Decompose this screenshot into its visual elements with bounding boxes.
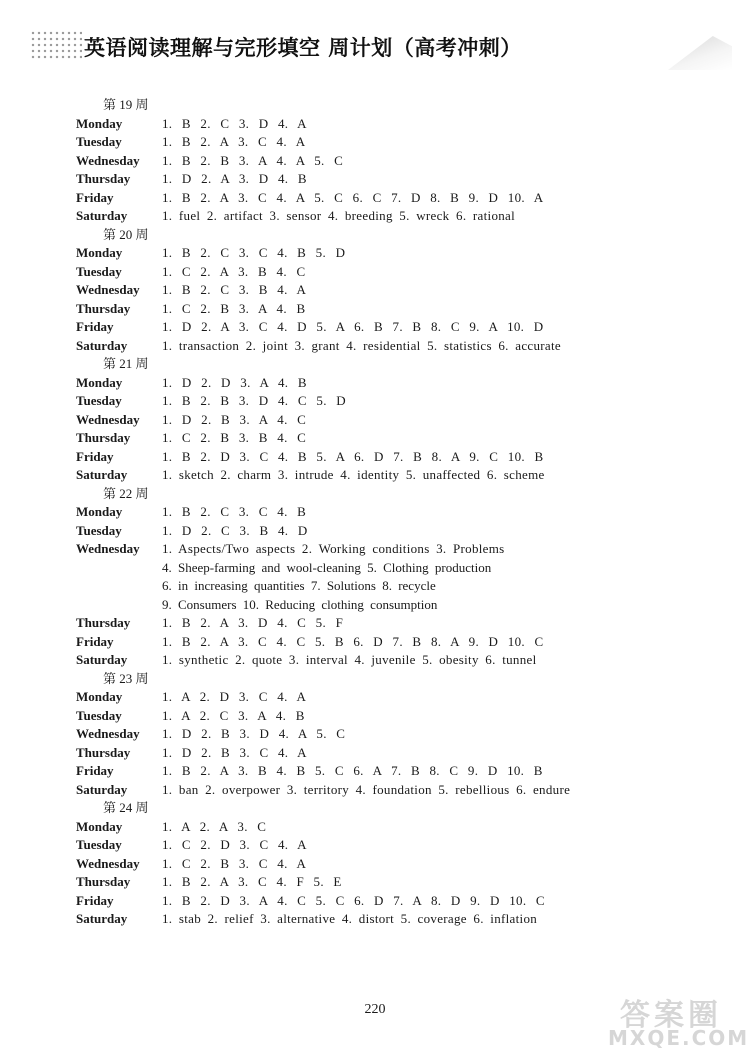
day-row-wednesday — [76, 281, 716, 300]
day-label: Friday — [76, 892, 114, 908]
day-row-monday — [76, 688, 716, 707]
answers: 1. D 2. B 3. A 4. C — [162, 411, 307, 427]
day-label: Tuesday — [76, 263, 122, 279]
answers: 1. synthetic 2. quote 3. interval 4. juvenile 5. obesity 6. tunnel — [162, 652, 537, 667]
day-label: Wednesday — [76, 541, 140, 556]
answers: 1. B 2. A 3. C 4. A — [162, 134, 306, 149]
week-heading: 第 21 周 — [103, 356, 149, 371]
day-label: Friday — [76, 633, 114, 649]
answers: 1. B 2. A 3. C 4. F 5. E — [162, 874, 342, 889]
answers: 1. B 2. C 3. C 4. B 5. D — [162, 245, 346, 260]
week-heading: 第 22 周 — [103, 485, 149, 501]
day-label: Saturday — [76, 337, 128, 353]
day-label: Monday — [76, 374, 123, 390]
day-label: Saturday — [76, 467, 128, 482]
day-row-wednesday — [76, 725, 716, 744]
day-row-thursday — [76, 429, 716, 448]
day-row-tuesday — [76, 707, 716, 726]
week-heading: 第 20 周 — [103, 226, 149, 242]
day-row-friday — [76, 892, 716, 911]
day-row-monday — [76, 818, 716, 837]
day-label: Thursday — [76, 430, 131, 445]
day-row-friday — [76, 189, 716, 208]
day-label: Saturday — [76, 208, 128, 223]
answers: 1. A 2. C 3. A 4. B — [162, 707, 305, 723]
day-label: Friday — [76, 319, 114, 334]
day-label: Saturday — [76, 652, 128, 667]
day-label: Monday — [76, 115, 123, 131]
day-row-thursday — [76, 300, 716, 319]
answers-line: 6. in increasing quantities 7. Solutions 8. recycle — [162, 578, 436, 593]
answers: 1. C 2. B 3. C 4. A — [162, 855, 307, 871]
answers: 1. B 2. C 3. D 4. A — [162, 115, 307, 131]
day-row-saturday — [76, 910, 716, 929]
day-row-wednesday — [76, 540, 716, 559]
day-row-saturday — [76, 466, 716, 485]
day-label: Tuesday — [76, 134, 122, 149]
day-row-thursday — [76, 614, 716, 633]
day-label: Thursday — [76, 300, 131, 316]
day-row-friday — [76, 762, 716, 781]
answers: 1. D 2. A 3. C 4. D 5. A 6. B 7. B 8. C 9. A 10. D — [162, 319, 544, 334]
answers-line: 1. Aspects/Two aspects 2. Working conditions 3. Problems — [162, 541, 505, 556]
day-label: Friday — [76, 189, 114, 205]
day-label: Wednesday — [76, 726, 140, 741]
day-row-monday — [76, 503, 716, 522]
day-row-thursday — [76, 170, 716, 189]
day-label: Thursday — [76, 874, 131, 889]
day-label: Saturday — [76, 911, 128, 926]
answers: 1. B 2. C 3. C 4. B — [162, 504, 307, 519]
answers: 1. fuel 2. artifact 3. sensor 4. breeding 5. wreck 6. rational — [162, 208, 516, 223]
day-row-saturday — [76, 337, 716, 356]
answers: 1. C 2. B 3. A 4. B — [162, 300, 306, 316]
day-label: Friday — [76, 763, 114, 778]
answers: 1. D 2. A 3. D 4. B — [162, 171, 307, 186]
answer-key — [76, 96, 716, 929]
day-label: Tuesday — [76, 707, 122, 723]
day-row-saturday — [76, 207, 716, 226]
answers: 1. B 2. B 3. D 4. C 5. D — [162, 393, 346, 408]
day-row-friday — [76, 318, 716, 337]
day-label: Saturday — [76, 781, 128, 797]
day-label: Monday — [76, 689, 123, 704]
answers: 1. B 2. D 3. C 4. B 5. A 6. D 7. B 8. A 9. C 10. B — [162, 448, 544, 464]
answers: 1. sketch 2. charm 3. intrude 4. identity 5. unaffected 6. scheme — [162, 467, 545, 482]
answers: 1. ban 2. overpower 3. territory 4. foundation 5. rebellious 6. endure — [162, 781, 571, 797]
day-row-wednesday — [76, 855, 716, 874]
day-row-friday — [76, 448, 716, 467]
day-row-wednesday — [76, 152, 716, 171]
day-label: Thursday — [76, 744, 131, 760]
day-row-tuesday — [76, 836, 716, 855]
day-row-tuesday — [76, 392, 716, 411]
answers: 1. B 2. C 3. B 4. A — [162, 282, 307, 297]
answers: 1. A 2. A 3. C — [162, 818, 267, 834]
answers: 1. stab 2. relief 3. alternative 4. distort 5. coverage 6. inflation — [162, 911, 538, 926]
watermark-text: 答案圈 — [620, 998, 722, 1033]
answers-line: 4. Sheep-farming and wool-cleaning 5. Clothing production — [162, 559, 492, 575]
day-label: Wednesday — [76, 855, 140, 871]
book-title: 英语阅读理解与完形填空 周计划（高考冲刺） — [84, 36, 522, 60]
day-row-monday — [76, 374, 716, 393]
day-label: Monday — [76, 504, 123, 519]
day-label: Tuesday — [76, 837, 122, 852]
answers: 1. D 2. D 3. A 4. B — [162, 374, 307, 390]
answers: 1. B 2. A 3. D 4. C 5. F — [162, 615, 344, 630]
watermark-url: MXQE.COM — [608, 1026, 750, 1050]
day-label: Tuesday — [76, 522, 122, 538]
answers-line: 9. Consumers 10. Reducing clothing consumption — [162, 596, 438, 612]
day-label: Thursday — [76, 615, 131, 630]
page-number: 220 — [364, 1002, 386, 1017]
day-row-thursday — [76, 873, 716, 892]
answers: 1. C 2. D 3. C 4. A — [162, 837, 307, 852]
answers: 1. C 2. A 3. B 4. C — [162, 263, 306, 279]
day-label: Wednesday — [76, 411, 140, 427]
answers: 1. A 2. D 3. C 4. A — [162, 689, 307, 704]
week-heading: 第 19 周 — [103, 97, 149, 112]
answers: 1. C 2. B 3. B 4. C — [162, 430, 307, 445]
watermark-logo — [580, 990, 750, 1052]
day-label: Monday — [76, 245, 123, 260]
day-row-tuesday — [76, 133, 716, 152]
day-row-friday — [76, 633, 716, 652]
day-label: Wednesday — [76, 152, 140, 168]
week-heading: 第 23 周 — [103, 670, 149, 686]
answers: 1. transaction 2. joint 3. grant 4. residential 5. statistics 6. accurate — [162, 337, 561, 353]
answers: 1. B 2. D 3. A 4. C 5. C 6. D 7. A 8. D 9. D 10. C — [162, 892, 545, 908]
day-row-tuesday — [76, 522, 716, 541]
day-label: Wednesday — [76, 282, 140, 297]
day-label: Tuesday — [76, 393, 122, 408]
answers: 1. D 2. C 3. B 4. D — [162, 522, 308, 538]
header-corner-decoration — [668, 36, 732, 70]
day-label: Friday — [76, 448, 114, 464]
day-row-saturday — [76, 781, 716, 800]
answers: 1. D 2. B 3. D 4. A 5. C — [162, 726, 346, 741]
answers: 1. D 2. B 3. C 4. A — [162, 744, 307, 760]
day-row-wednesday — [76, 411, 716, 430]
answers: 1. B 2. A 3. C 4. C 5. B 6. D 7. B 8. A 9. D 10. C — [162, 633, 544, 649]
day-row-saturday — [76, 651, 716, 670]
day-row-monday — [76, 244, 716, 263]
answers: 1. B 2. A 3. C 4. A 5. C 6. C 7. D 8. B 9. D 10. A — [162, 189, 544, 205]
day-row-monday — [76, 115, 716, 134]
day-label: Thursday — [76, 171, 131, 186]
header-dot-pattern — [30, 30, 82, 60]
week-heading: 第 24 周 — [103, 800, 149, 815]
answers: 1. B 2. A 3. B 4. B 5. C 6. A 7. B 8. C 9. D 10. B — [162, 763, 543, 778]
day-label: Monday — [76, 818, 123, 834]
day-row-tuesday — [76, 263, 716, 282]
answers: 1. B 2. B 3. A 4. A 5. C — [162, 152, 344, 168]
page-header — [0, 22, 750, 70]
day-row-thursday — [76, 744, 716, 763]
